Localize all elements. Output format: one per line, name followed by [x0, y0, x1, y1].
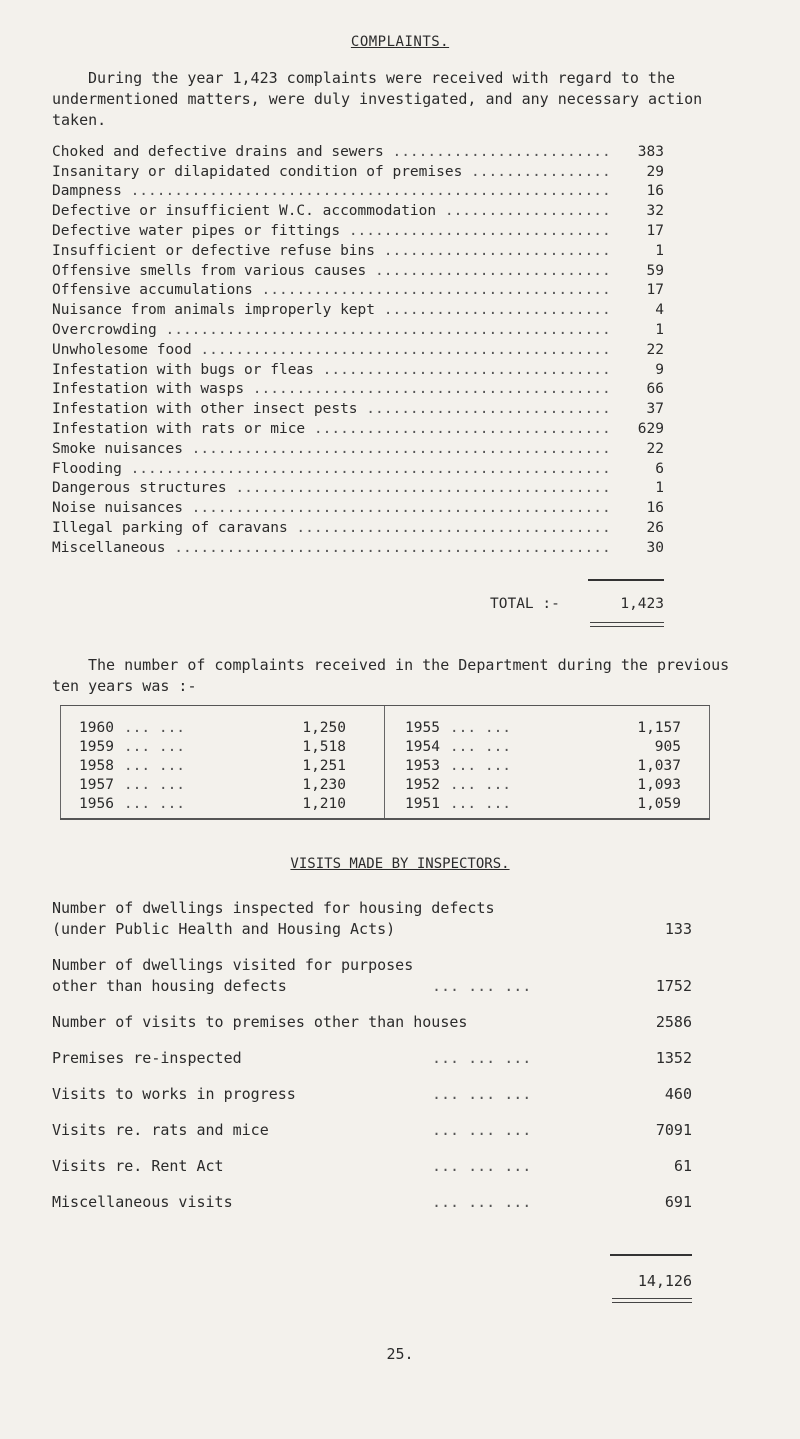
total-label: TOTAL :-	[490, 596, 560, 612]
complaints-total	[490, 596, 664, 612]
year-count: 1,157	[637, 720, 681, 736]
visits-total-rule	[610, 1254, 692, 1256]
complaint-label: Miscellaneous .....	[52, 540, 614, 556]
complaint-label: Infestation with wasps .....	[52, 381, 614, 397]
complaint-row	[52, 318, 664, 338]
complaint-label: Choked and defective drains and sewers .....	[52, 144, 614, 160]
year-count: 1,518	[302, 739, 346, 755]
complaint-count: 17	[614, 282, 664, 298]
complaint-row	[52, 140, 664, 160]
visits-total: 14,126	[637, 1272, 692, 1290]
visit-label: Number of dwellings visited for purposes other than housing defects	[52, 956, 414, 995]
year-count: 1,059	[637, 796, 681, 812]
complaint-count: 6	[614, 461, 664, 477]
complaint-count: 17	[614, 223, 664, 239]
complaint-label: Offensive accumulations .....	[52, 282, 614, 298]
leader-dots: ... ... ...	[432, 1049, 532, 1067]
complaint-count: 1	[614, 480, 664, 496]
total-value: 1,423	[620, 596, 664, 612]
complaint-row	[52, 298, 664, 318]
complaint-count: 32	[614, 203, 664, 219]
visit-row	[52, 1120, 692, 1141]
total-rule	[588, 579, 664, 581]
total-double-rule	[590, 622, 664, 627]
visit-label: Number of dwellings inspected for housing defects (under Public Health and Housing Acts)	[52, 899, 495, 938]
complaint-label: Unwholesome food .....	[52, 342, 614, 358]
complaint-count: 4	[614, 302, 664, 318]
complaint-count: 16	[614, 183, 664, 199]
year: 1957	[79, 777, 114, 793]
previous-years-paragraph: The number of complaints received in the Department during the previous ten years was :-	[52, 656, 730, 695]
leader-dots: ... ...	[449, 777, 512, 793]
complaint-row	[52, 496, 664, 516]
leader-dots: ... ... ...	[432, 977, 532, 995]
year-row	[79, 796, 346, 815]
leader-dots: ... ...	[449, 739, 512, 755]
complaint-label: Overcrowding .....	[52, 322, 614, 338]
leader-dots: ... ...	[123, 720, 186, 736]
intro-paragraph: During the year 1,423 complaints were received with regard to the undermentioned matters, were duly investigated, and any necessary action taken.	[52, 69, 703, 129]
complaint-count: 629	[614, 421, 664, 437]
year-row	[405, 739, 681, 758]
complaint-label: Smoke nuisances .....	[52, 441, 614, 457]
year-row	[79, 720, 346, 739]
complaint-label: Defective water pipes or fittings .....	[52, 223, 614, 239]
year-count: 1,230	[302, 777, 346, 793]
page-number: 25.	[386, 1345, 414, 1363]
complaint-label: Flooding .....	[52, 461, 614, 477]
visit-row	[52, 1012, 692, 1033]
complaints-heading: COMPLAINTS.	[350, 34, 450, 50]
visits-total-double-rule	[612, 1298, 692, 1303]
year-count: 1,093	[637, 777, 681, 793]
visit-row	[52, 898, 692, 940]
visit-count: 61	[673, 1157, 692, 1175]
complaint-count: 59	[614, 263, 664, 279]
complaint-count: 37	[614, 401, 664, 417]
complaint-row	[52, 477, 664, 497]
visit-label: Premises re-inspected	[52, 1049, 242, 1067]
complaint-count: 29	[614, 164, 664, 180]
visit-row	[52, 955, 692, 997]
visit-count: 7091	[655, 1121, 692, 1139]
year-count: 1,250	[302, 720, 346, 736]
complaint-row	[52, 160, 664, 180]
year-row	[405, 758, 681, 777]
complaint-row	[52, 378, 664, 398]
complaint-row	[52, 239, 664, 259]
complaint-count: 26	[614, 520, 664, 536]
visit-count: 1352	[655, 1049, 692, 1067]
complaint-row	[52, 219, 664, 239]
year-row	[405, 720, 681, 739]
complaint-row	[52, 397, 664, 417]
previous-years-table	[60, 705, 710, 820]
complaint-label: Defective or insufficient W.C. accommodation .....	[52, 203, 614, 219]
visit-row	[52, 1048, 692, 1069]
visits-heading: VISITS MADE BY INSPECTORS.	[290, 856, 510, 872]
complaint-count: 383	[614, 144, 664, 160]
visit-count: 691	[664, 1193, 692, 1211]
year: 1955	[405, 720, 440, 736]
year-row	[405, 796, 681, 815]
complaint-count: 1	[614, 322, 664, 338]
year: 1960	[79, 720, 114, 736]
year-row	[79, 758, 346, 777]
complaint-row	[52, 279, 664, 299]
visit-label: Visits re. rats and mice	[52, 1121, 269, 1139]
year-row	[79, 777, 346, 796]
leader-dots: ... ...	[123, 777, 186, 793]
complaint-count: 22	[614, 342, 664, 358]
complaint-row	[52, 457, 664, 477]
complaint-count: 66	[614, 381, 664, 397]
complaint-label: Insufficient or defective refuse bins .....	[52, 243, 614, 259]
leader-dots: ... ...	[123, 739, 186, 755]
years-column-right	[385, 706, 710, 818]
visit-row	[52, 1192, 692, 1213]
leader-dots: ... ... ...	[432, 1085, 532, 1103]
visit-row	[52, 1156, 692, 1177]
leader-dots: ... ...	[449, 796, 512, 812]
year: 1952	[405, 777, 440, 793]
complaint-row	[52, 417, 664, 437]
year: 1959	[79, 739, 114, 755]
complaint-row	[52, 516, 664, 536]
year-row	[405, 777, 681, 796]
visits-list	[52, 898, 692, 1228]
visit-label: Visits to works in progress	[52, 1085, 296, 1103]
visit-label: Number of visits to premises other than houses	[52, 1013, 468, 1031]
complaint-label: Noise nuisances .....	[52, 500, 614, 516]
leader-dots: ... ... ...	[432, 1157, 532, 1175]
visit-count: 460	[664, 1085, 692, 1103]
leader-dots: ... ...	[123, 758, 186, 774]
complaint-count: 16	[614, 500, 664, 516]
year: 1951	[405, 796, 440, 812]
visit-count: 2586	[655, 1013, 692, 1031]
complaint-label: Illegal parking of caravans .....	[52, 520, 614, 536]
complaint-label: Offensive smells from various causes .....	[52, 263, 614, 279]
complaints-list	[52, 140, 664, 556]
complaint-label: Insanitary or dilapidated condition of premises .....	[52, 164, 614, 180]
year-row	[79, 739, 346, 758]
complaint-row	[52, 358, 664, 378]
visit-label: Miscellaneous visits	[52, 1193, 233, 1211]
complaint-count: 1	[614, 243, 664, 259]
visit-row	[52, 1084, 692, 1105]
year-count: 1,210	[302, 796, 346, 812]
year-count: 1,037	[637, 758, 681, 774]
complaint-label: Infestation with other insect pests .....	[52, 401, 614, 417]
complaint-row	[52, 536, 664, 556]
complaint-label: Infestation with rats or mice .....	[52, 421, 614, 437]
year-count: 1,251	[302, 758, 346, 774]
complaint-row	[52, 180, 664, 200]
years-column-left	[60, 706, 385, 818]
complaint-count: 22	[614, 441, 664, 457]
leader-dots: ... ...	[123, 796, 186, 812]
year: 1956	[79, 796, 114, 812]
complaint-label: Infestation with bugs or fleas .....	[52, 362, 614, 378]
visit-count: 1752	[655, 977, 692, 995]
complaint-label: Dangerous structures .....	[52, 480, 614, 496]
year: 1958	[79, 758, 114, 774]
complaint-label: Dampness .....	[52, 183, 614, 199]
leader-dots: ... ...	[449, 758, 512, 774]
complaint-row	[52, 437, 664, 457]
complaint-count: 9	[614, 362, 664, 378]
visit-count: 133	[664, 920, 692, 938]
leader-dots: ... ... ...	[432, 1121, 532, 1139]
year-count: 905	[654, 739, 681, 755]
complaint-row	[52, 259, 664, 279]
leader-dots: ... ...	[449, 720, 512, 736]
year: 1954	[405, 739, 440, 755]
year: 1953	[405, 758, 440, 774]
complaint-count: 30	[614, 540, 664, 556]
visit-label: Visits re. Rent Act	[52, 1157, 224, 1175]
complaint-row	[52, 338, 664, 358]
leader-dots: ... ... ...	[432, 1193, 532, 1211]
complaint-row	[52, 199, 664, 219]
complaint-label: Nuisance from animals improperly kept .....	[52, 302, 614, 318]
